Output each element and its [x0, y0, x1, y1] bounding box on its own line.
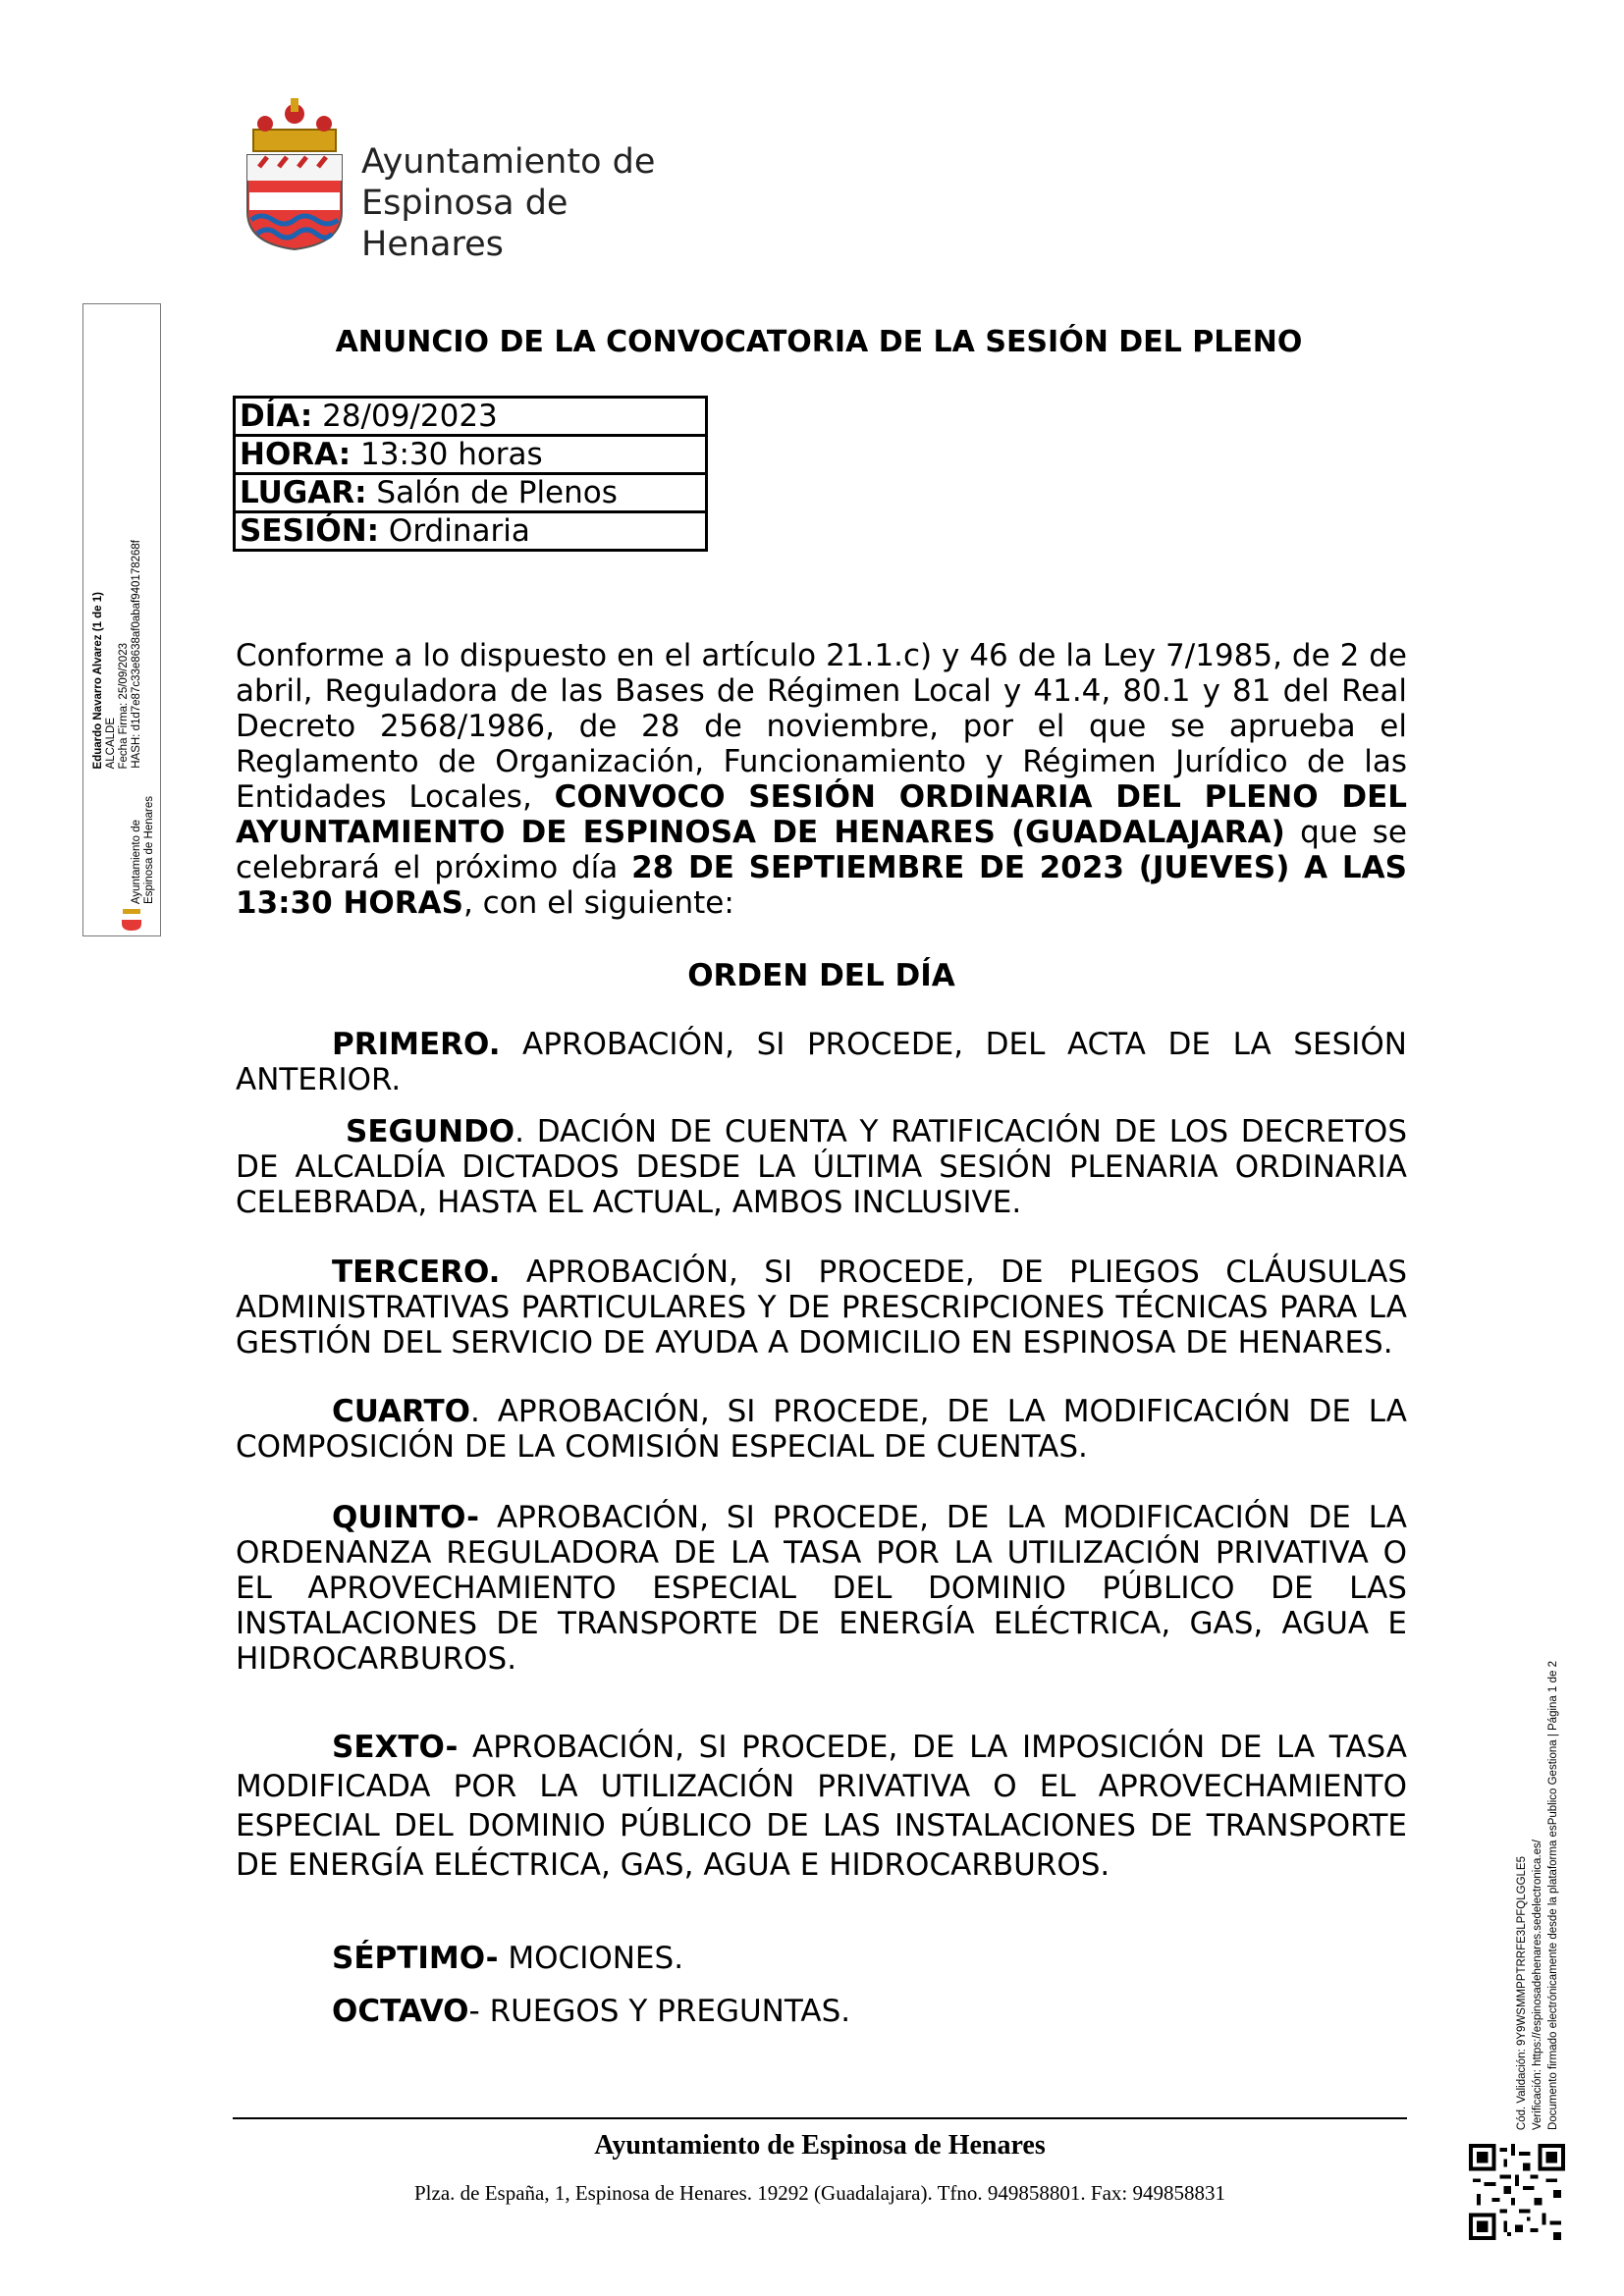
agenda-item-text: MOCIONES.: [498, 1941, 684, 1976]
agenda-item-text: . APROBACIÓN, SI PROCEDE, DE LA MODIFICACIÓN DE LA COMPOSICIÓN DE LA COMISIÓN ESPECIAL DE CUENTAS.: [236, 1394, 1407, 1465]
info-value: 13:30 horas: [360, 437, 543, 472]
verification-url: Verificación: https://espinosadehenares.sedelectronica.es/: [1532, 1840, 1543, 2130]
signature-date: Fecha Firma: 25/09/2023: [118, 642, 130, 769]
table-cell: [235, 474, 707, 512]
agenda-item-text: . DACIÓN DE CUENTA Y RATIFICACIÓN DE LOS DECRETOS DE ALCALDÍA DICTADOS DESDE LA ÚLTIMA SESIÓN PLENARIA ORDINARIA CELEBRADA, HASTA EL ACTUAL, AMBOS INCLUSIVE.: [236, 1114, 1407, 1220]
logo-text-line-2: Espinosa de Henares: [361, 184, 568, 264]
agenda-item: [236, 1255, 1407, 1361]
agenda-item: [236, 1114, 1407, 1220]
agenda-item: [236, 1500, 1407, 1677]
footer-address: Plza. de España, 1, Espinosa de Henares. 19292 (Guadalajara). Tfno. 949858801. Fax: 949858831: [413, 2181, 1225, 2205]
info-label: DÍA:: [240, 399, 313, 434]
info-value: Ordinaria: [388, 513, 530, 549]
agenda-item-label: CUARTO: [332, 1394, 470, 1429]
table-cell: [235, 398, 707, 436]
agenda-item-label: OCTAVO: [332, 1994, 469, 2029]
intro-bold: CONVOCO SESIÓN ORDINARIA DEL PLENO DEL AYUNTAMIENTO DE ESPINOSA DE HENARES (GUADALAJARA): [236, 779, 1407, 850]
municipal-logo: [236, 96, 697, 264]
table-row: [235, 398, 707, 436]
footer-organization: Ayuntamiento de Espinosa de Henares: [594, 2130, 1046, 2161]
table-row: [235, 436, 707, 474]
signer-role: ALCALDE: [105, 717, 117, 769]
agenda-item-label: QUINTO-: [332, 1500, 479, 1535]
agenda-item: [236, 1994, 1407, 2029]
agenda-item: [236, 1394, 1407, 1465]
verification-block: [1508, 1443, 1587, 2130]
table-cell: [235, 436, 707, 474]
signature-org-line-1: Ayuntamiento de: [131, 819, 142, 904]
table-row: [235, 512, 707, 551]
agenda-item-label: TERCERO.: [332, 1255, 501, 1290]
agenda-item-text: APROBACIÓN, SI PROCEDE, DEL ACTA DE LA SESIÓN ANTERIOR.: [236, 1027, 1407, 1097]
verification-note: Documento firmado electrónicamente desde la plataforma esPublico Gestiona | Página 1 de 2: [1547, 1661, 1559, 2130]
agenda-item-text: - RUEGOS Y PREGUNTAS.: [468, 1994, 851, 2029]
info-value: Salón de Plenos: [376, 475, 618, 510]
agenda-item-text: APROBACIÓN, SI PROCEDE, DE LA IMPOSICIÓN DE LA TASA MODIFICADA POR LA UTILIZACIÓN PRIVATIVA O EL APROVECHAMIENTO ESPECIAL DEL DOMINIO PÚBLICO DE LAS INSTALACIONES DE TRANSPORTE DE ENERGÍA ELÉCTRICA, GAS, AGUA E HIDROCARBUROS.: [236, 1730, 1407, 1883]
logo-text-line-1: Ayuntamiento de: [361, 142, 656, 182]
agenda-item-text: APROBACIÓN, SI PROCEDE, DE PLIEGOS CLÁUSULAS ADMINISTRATIVAS PARTICULARES Y DE PRESCRIPCIONES TÉCNICAS PARA LA GESTIÓN DEL SERVICIO DE AYUDA A DOMICILIO EN ESPINOSA DE HENARES.: [236, 1255, 1407, 1361]
signature-stamp: [82, 303, 161, 936]
signature-hash: HASH: d1d7e87c33e8638af0abaf940178268f: [131, 540, 142, 769]
info-label: SESIÓN:: [240, 513, 380, 549]
agenda-item-label: SEXTO-: [332, 1730, 459, 1765]
table-row: [235, 474, 707, 512]
logo-text: [361, 141, 697, 265]
agenda-item-label: SÉPTIMO-: [332, 1941, 499, 1976]
signature-org-line-2: Espinosa de Henares: [143, 796, 155, 904]
footer-divider: [233, 2117, 1407, 2119]
intro-text: Conforme a lo dispuesto en el artículo 21.1.c) y 46 de la Ley 7/1985, de 2 de abril, Reguladora de las Bases de Régimen Local y 41.4, 80.1 y 81 del Real Decreto 2568/1986, de 28 de noviembre, por el que se aprueba el Reglamento de Organización, Funcionamiento y Régimen Jurídico de las Entidades Locales,: [236, 638, 1407, 815]
agenda-item: [236, 1728, 1407, 1885]
agenda-item-text: APROBACIÓN, SI PROCEDE, DE LA MODIFICACIÓN DE LA ORDENANZA REGULADORA DE LA TASA POR LA UTILIZACIÓN PRIVATIVA O EL APROVECHAMIENTO ESPECIAL DEL DOMINIO PÚBLICO DE LAS INSTALACIONES DE TRANSPORTE DE ENERGÍA ELÉCTRICA, GAS, AGUA E HIDROCARBUROS.: [236, 1500, 1407, 1677]
table-cell: [235, 512, 707, 551]
mini-coat-of-arms-icon: [119, 906, 144, 932]
intro-text: , con el siguiente:: [462, 885, 734, 921]
intro-bold: 28 DE SEPTIEMBRE DE 2023 (JUEVES) A LAS 13:30 HORAS: [236, 850, 1407, 921]
intro-text: que se celebrará el próximo día: [236, 815, 1407, 885]
qr-code-icon[interactable]: [1469, 2144, 1565, 2240]
agenda-item: [236, 1941, 1407, 1976]
verification-code: Cód. Validación: 9Y9WSMMPPTRRFE3LPFQLGGLE5: [1516, 1855, 1528, 2130]
agenda-item: [236, 1027, 1407, 1097]
signer-name: Eduardo Navarro Alvarez (1 de 1): [92, 591, 104, 769]
agenda-item-label: PRIMERO.: [332, 1027, 501, 1062]
page-title: ANUNCIO DE LA CONVOCATORIA DE LA SESIÓN DEL PLENO: [335, 325, 1303, 359]
session-info-table: [233, 396, 708, 552]
intro-paragraph: [236, 638, 1407, 921]
info-label: LUGAR:: [240, 475, 367, 510]
agenda-heading: ORDEN DEL DÍA: [687, 958, 955, 993]
coat-of-arms-icon: [236, 96, 353, 251]
agenda-item-label: SEGUNDO: [346, 1114, 515, 1149]
info-value: 28/09/2023: [322, 399, 498, 434]
info-label: HORA:: [240, 437, 352, 472]
